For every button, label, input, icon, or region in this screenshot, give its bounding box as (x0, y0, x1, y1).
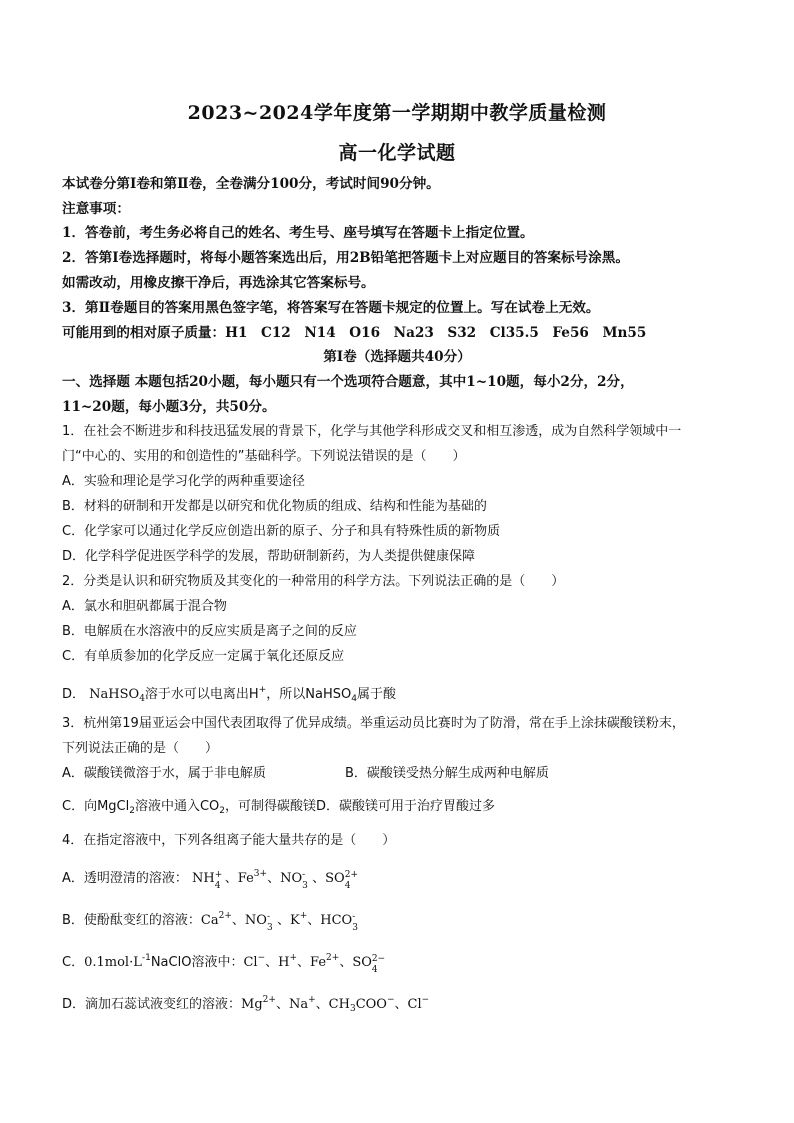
ion-fe3-text: Fe (237, 871, 254, 886)
ion-no3-b-sub: 3 (266, 923, 273, 933)
ion-na (289, 997, 316, 1012)
ion-na-sup: + (308, 995, 316, 1005)
q1-option-b: B．材料的研制和开发都是以研究和优化物质的组成、结构和性能为基础的 (62, 499, 487, 514)
notice-heading: 注意事项： (62, 201, 130, 217)
q2-option-b: B．电解质在水溶液中的反应实质是离子之间的反应 (62, 624, 357, 639)
sep: 、 (394, 997, 408, 1012)
ion-nh4-text: NH (192, 871, 215, 886)
q2-d-sub-2: 4 (351, 694, 357, 704)
ion-hco3-text: HCO (320, 913, 353, 928)
q2-d-text-1: 溶于水可以电离出H (144, 687, 259, 702)
ion-ch3coo-text-b: COO (355, 997, 387, 1012)
ion-k-text: K (289, 913, 300, 928)
q2-stem: 2．分类是认识和研究物质及其变化的一种常用的科学方法。下列说法正确的是（ ） (62, 574, 565, 589)
ion-ca-sup: 2+ (218, 911, 232, 921)
note-3: 3．第Ⅱ卷题目的答案用黑色签字笔，将答案写在答题卡规定的位置上。写在试卷上无效。 (62, 300, 600, 316)
exam-subtitle: 高一化学试题 (338, 142, 456, 164)
q4-option-c (62, 948, 752, 973)
ion-no3 (280, 870, 312, 891)
q2-d-formula (89, 687, 145, 702)
q1-option-d: D．化学科学促进医学科学的发展，帮助研制新药，为人类提供健康保障 (62, 549, 476, 564)
ion-so4-c-marks (371, 954, 388, 975)
sep: 、 (275, 997, 289, 1012)
ion-so4-c-text: SO (352, 955, 372, 970)
ion-no3-sup: - (302, 870, 306, 880)
ion-ch3coo (329, 997, 395, 1012)
q3-stem-b: 下列说法正确的是（ ） (62, 741, 219, 756)
q3-c-sub-2: 2 (219, 806, 226, 816)
ion-hco3-sup: - (352, 912, 356, 922)
ion-ch3coo-sub: 3 (349, 1004, 356, 1014)
q3-option-b: B．碳酸镁受热分解生成两种电解质 (345, 766, 549, 781)
ion-ch3coo-text-a: CH (328, 997, 350, 1012)
q4-option-d (62, 990, 752, 1019)
sep: 、 (307, 913, 321, 928)
ion-na-text: Na (288, 997, 309, 1012)
q4-b-label: B．使酚酞变红的溶液： (62, 913, 201, 928)
q3-option-a: A．碳酸镁微溶于水，属于非电解质 (62, 766, 266, 781)
ion-h-text: H (278, 955, 290, 970)
ion-cl-text: Cl (243, 955, 258, 970)
q3-c-text-2: 溶液中通入CO (134, 799, 220, 814)
ion-nh4-sup: + (214, 870, 223, 880)
intro-line: 本试卷分第Ⅰ卷和第Ⅱ卷，全卷满分100分，考试时间90分钟。 (62, 176, 440, 192)
ion-so4 (325, 870, 361, 891)
ion-so4-sup: 2+ (344, 870, 359, 880)
ion-h-sup: + (289, 953, 298, 963)
q1-stem-a: 1．在社会不断进步和科技迅猛发展的背景下，化学与其他学科形成交叉和相互渗透，成为自然科学领域中一 (62, 424, 682, 439)
q3-options-cd (62, 797, 752, 821)
note-2b: 如需改动，用橡皮擦干净后，再选涂其它答案标号。 (62, 275, 375, 291)
q4-option-a (62, 864, 752, 889)
sep: 、 (297, 955, 311, 970)
ion-ch3coo-sup: − (386, 995, 395, 1005)
q2-option-d (62, 680, 752, 709)
q1-stem-b: 门“中心的、实用的和创造性的”基础科学。下列说法错误的是（ ） (62, 449, 466, 464)
q2-option-a: A．氯水和胆矾都属于混合物 (62, 599, 227, 614)
q4-stem: 4．在指定溶液中，下列各组离子能大量共存的是（ ） (62, 833, 396, 848)
ion-h (278, 955, 297, 970)
ion-nh4 (192, 870, 225, 891)
ion-cl-d-text: Cl (407, 997, 422, 1012)
q2-d-text-3: 属于酸 (356, 687, 396, 702)
ion-mg-text: Mg (241, 997, 263, 1012)
q1-option-a: A．实验和理论是学习化学的两种重要途径 (62, 474, 305, 489)
ion-mg-sup: 2+ (262, 995, 276, 1005)
q3-options-ab (62, 764, 752, 784)
ion-so4-text: SO (325, 871, 345, 886)
q2-d-plus: + (258, 685, 267, 695)
ion-no3-marks (302, 870, 312, 891)
q3-stem-a: 3．杭州第19届亚运会中国代表团取得了优异成绩。举重运动员比赛时为了防滑，常在手上涂抹碳酸镁粉末， (62, 716, 685, 731)
section-instruction-a: 一、选择题 本题包括20小题，每小题只有一个选项符合题意，其中1~10题，每小2分，2分， (62, 374, 634, 390)
ion-cl-sup: − (257, 953, 266, 963)
ion-fe3-sup: 3+ (253, 869, 268, 879)
ion-ca (201, 913, 232, 928)
ion-cl-d-sup: − (421, 995, 430, 1005)
q4-option-b (62, 906, 752, 931)
ion-no3-text: NO (280, 871, 303, 886)
ion-k (290, 913, 307, 928)
sep: 、 (312, 871, 326, 886)
ion-fe2-text: Fe (310, 955, 327, 970)
ion-no3-b-text: NO (244, 913, 267, 928)
ion-so4-marks (344, 870, 361, 891)
q1-option-c: C．化学家可以通过化学反应创造出新的原子、分子和具有特殊性质的新物质 (62, 524, 501, 539)
q3-c-sub-1: 2 (129, 806, 135, 816)
sep: 、 (339, 955, 353, 970)
q4-d-label: D．滴加石蕊试液变红的溶液： (62, 997, 242, 1012)
sep: 、 (276, 913, 290, 928)
note-2a: 2．答第Ⅰ卷选择题时，将每小题答案选出后，用2B铅笔把答题卡上对应题目的答案标号涂黑。 (62, 250, 629, 266)
sep: 、 (224, 871, 238, 886)
ion-nh4-marks (214, 870, 225, 891)
ion-hco3-sub: 3 (352, 923, 358, 933)
sep: 、 (315, 997, 329, 1012)
exam-title: 2023~2024学年度第一学期期中教学质量检测 (187, 102, 607, 124)
ion-so4-c-sub: 4 (371, 965, 378, 975)
ion-no3-b-marks (266, 912, 277, 933)
ion-no3-b-sup: - (266, 912, 271, 922)
ion-no3-b (244, 912, 277, 933)
ion-no3-sub: 3 (302, 881, 308, 891)
sep: 、 (265, 955, 279, 970)
q4-c-concentration: 0.1mol·L (84, 955, 142, 970)
q2-d-formula-text: NaHSO (89, 687, 140, 702)
ion-so4-c-sup: 2− (371, 954, 386, 964)
ion-mg (241, 997, 276, 1012)
ion-fe2 (310, 955, 339, 970)
q4-c-text: NaClO溶液中： (150, 955, 244, 970)
ion-so4-c (352, 954, 388, 975)
ion-cl-d (408, 997, 430, 1012)
ion-nh4-sub: 4 (214, 881, 221, 891)
ion-fe3 (238, 871, 267, 886)
ion-ca-text: Ca (200, 913, 219, 928)
q3-c-text-3: ，可制得碳酸镁D．碳酸镁可用于治疗胃酸过多 (225, 799, 496, 814)
ion-hco3-marks (352, 912, 362, 933)
ion-so4-sub: 4 (344, 881, 351, 891)
ion-hco3 (320, 912, 362, 933)
q2-d-formula-sub: 4 (139, 694, 145, 704)
q4-c-label: C． (62, 955, 85, 970)
q2-d-text-2: ，所以NaHSO (266, 687, 352, 702)
q4-a-label: A．透明澄清的溶液： (62, 871, 188, 886)
q4-c-exponent: -1 (141, 953, 151, 963)
section-instruction-b: 11~20题，每小题3分，共50分。 (62, 399, 276, 415)
note-1: 1．答卷前，考生务必将自己的姓名、考生号、座号填写在答题卡上指定位置。 (62, 225, 534, 241)
q3-c-text-1: C．向MgCl (62, 799, 130, 814)
q2-d-label: D． (62, 687, 86, 702)
atomic-masses: 可能用到的相对原子质量：H1 C12 N14 O16 Na23 S32 Cl35.5 Fe56 Mn55 (62, 325, 647, 341)
ion-k-sup: + (299, 911, 308, 921)
ion-cl (243, 955, 265, 970)
sep: 、 (267, 871, 281, 886)
section-heading: 第Ⅰ卷（选择题共40分） (323, 349, 471, 365)
sep: 、 (231, 913, 245, 928)
q2-option-c: C．有单质参加的化学反应一定属于氧化还原反应 (62, 649, 345, 664)
ion-fe2-sup: 2+ (326, 953, 340, 963)
